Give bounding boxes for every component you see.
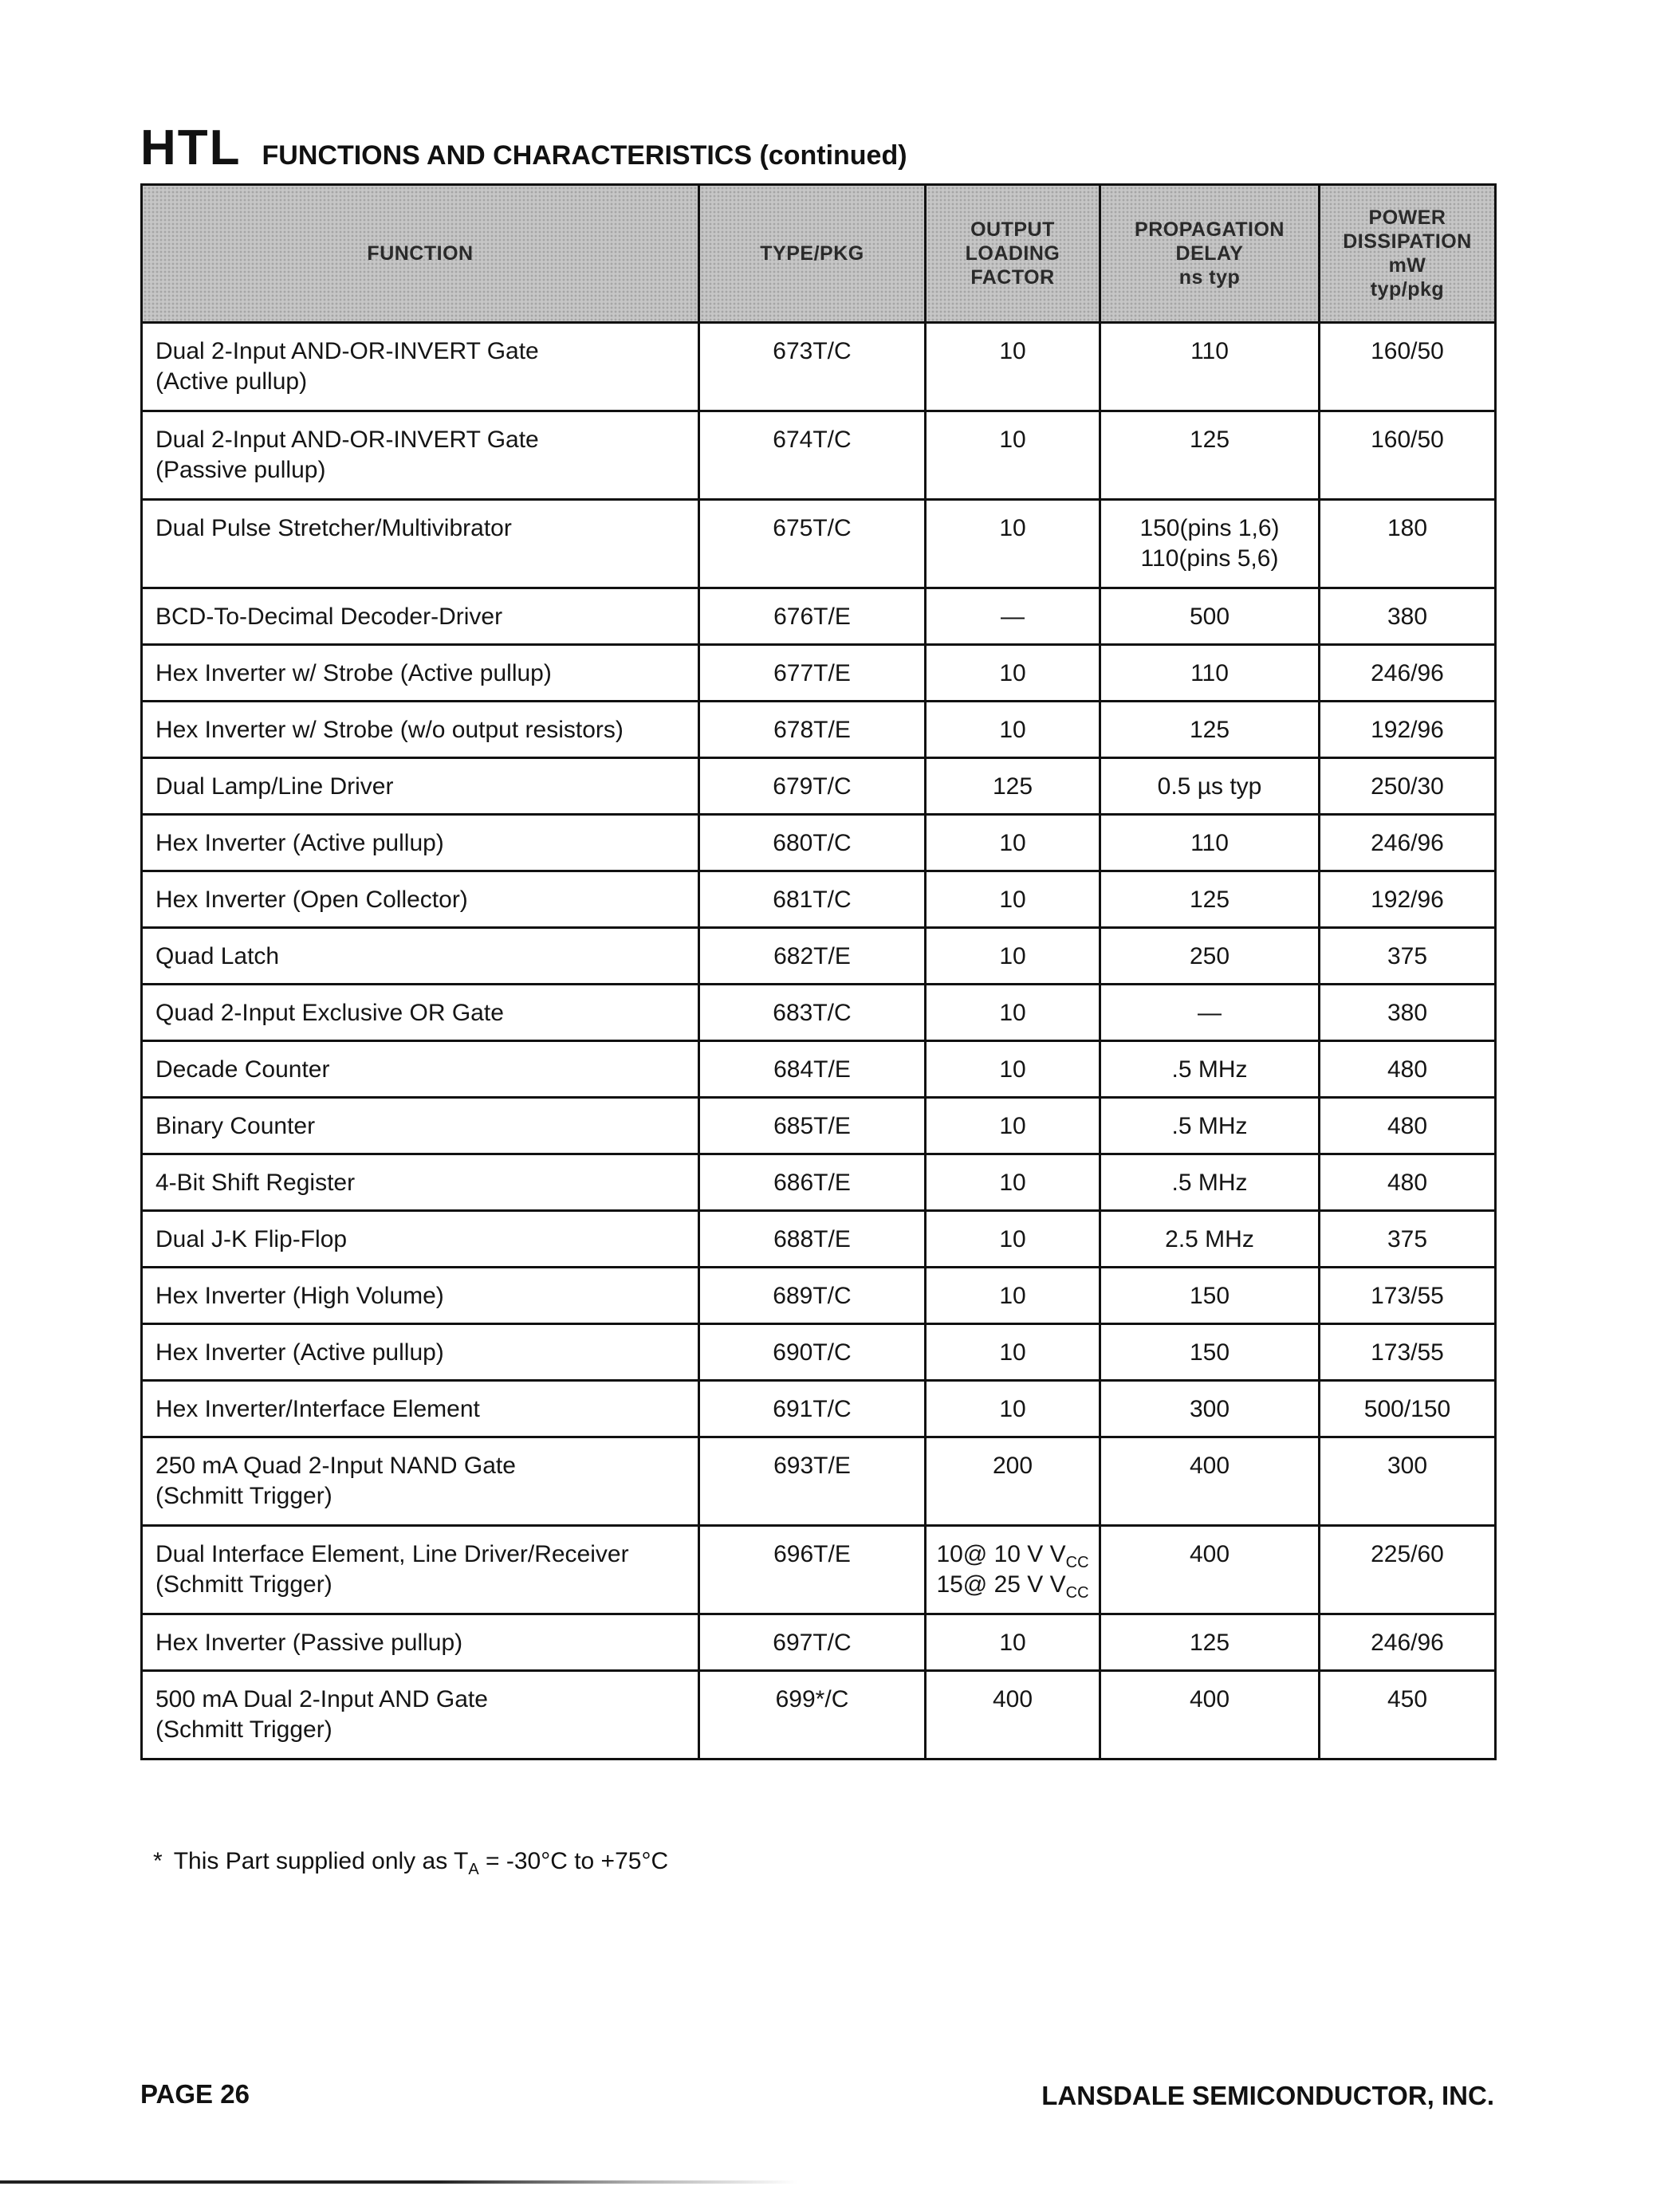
header-function: FUNCTION: [142, 185, 699, 323]
cell-propagation-delay: 2.5 MHz: [1100, 1211, 1320, 1268]
cell-loading-factor: 10: [926, 500, 1100, 588]
cell-propagation-delay: 110: [1100, 815, 1320, 871]
footnote-marker: *: [153, 1848, 163, 1874]
title-subtitle: FUNCTIONS AND CHARACTERISTICS (continued): [262, 140, 907, 171]
page-number: PAGE 26: [140, 2079, 250, 2109]
table-row: [142, 985, 1496, 1041]
cell-power-dissipation: 300: [1320, 1437, 1496, 1526]
cell-propagation-delay: 400: [1100, 1437, 1320, 1526]
cell-function: Hex Inverter (Passive pullup): [142, 1614, 699, 1671]
cell-function: Hex Inverter w/ Strobe (w/o output resistors): [142, 702, 699, 758]
cell-propagation-delay: 125: [1100, 1614, 1320, 1671]
cell-propagation-delay: 150: [1100, 1324, 1320, 1381]
cell-propagation-delay: 0.5 µs typ: [1100, 758, 1320, 815]
cell-loading-factor: 10: [926, 1154, 1100, 1211]
cell-loading-factor: 10: [926, 645, 1100, 702]
cell-type-pkg: 686T/E: [699, 1154, 926, 1211]
cell-propagation-delay: 110: [1100, 645, 1320, 702]
cell-type-pkg: 696T/E: [699, 1526, 926, 1614]
cell-type-pkg: 683T/C: [699, 985, 926, 1041]
footnote: [153, 1848, 669, 1878]
table-row: [142, 1614, 1496, 1671]
cell-power-dissipation: 160/50: [1320, 323, 1496, 411]
footnote-range: = -30°C to +75°C: [478, 1848, 669, 1874]
cell-loading-factor: 10@ 10 V $V_{CC}$ 15@ 25 V $V_{CC}$: [926, 1526, 1100, 1614]
table-row: [142, 928, 1496, 985]
cell-loading-factor: 400: [926, 1671, 1100, 1759]
cell-function: Hex Inverter w/ Strobe (Active pullup): [142, 645, 699, 702]
cell-function: 4-Bit Shift Register: [142, 1154, 699, 1211]
cell-function: Dual 2-Input AND-OR-INVERT Gate (Passive pullup): [142, 411, 699, 500]
table-row: [142, 1041, 1496, 1098]
cell-loading-factor: 10: [926, 1098, 1100, 1154]
cell-type-pkg: 690T/C: [699, 1324, 926, 1381]
cell-function: Hex Inverter (High Volume): [142, 1268, 699, 1324]
cell-type-pkg: 691T/C: [699, 1381, 926, 1437]
table-row: [142, 1268, 1496, 1324]
cell-power-dissipation: 246/96: [1320, 815, 1496, 871]
cell-propagation-delay: 300: [1100, 1381, 1320, 1437]
cell-type-pkg: 682T/E: [699, 928, 926, 985]
table-row: [142, 815, 1496, 871]
cell-loading-factor: —: [926, 588, 1100, 645]
cell-power-dissipation: 160/50: [1320, 411, 1496, 500]
cell-loading-factor: 10: [926, 1324, 1100, 1381]
cell-power-dissipation: 380: [1320, 588, 1496, 645]
cell-function: Hex Inverter (Open Collector): [142, 871, 699, 928]
cell-loading-factor: 10: [926, 1268, 1100, 1324]
cell-loading-factor: 10: [926, 1041, 1100, 1098]
cell-power-dissipation: 173/55: [1320, 1324, 1496, 1381]
cell-type-pkg: 688T/E: [699, 1211, 926, 1268]
cell-type-pkg: 678T/E: [699, 702, 926, 758]
table-row: [142, 1381, 1496, 1437]
cell-loading-factor: 125: [926, 758, 1100, 815]
cell-power-dissipation: 450: [1320, 1671, 1496, 1759]
cell-loading-factor: 10: [926, 702, 1100, 758]
table-body: [142, 323, 1496, 1759]
cell-propagation-delay: 250: [1100, 928, 1320, 985]
table-row: [142, 758, 1496, 815]
header-propagation-delay: PROPAGATION DELAY ns typ: [1100, 185, 1320, 323]
cell-function: Dual 2-Input AND-OR-INVERT Gate (Active pullup): [142, 323, 699, 411]
cell-function: Hex Inverter (Active pullup): [142, 815, 699, 871]
cell-power-dissipation: 250/30: [1320, 758, 1496, 815]
cell-type-pkg: 676T/E: [699, 588, 926, 645]
cell-power-dissipation: 180: [1320, 500, 1496, 588]
cell-power-dissipation: 480: [1320, 1098, 1496, 1154]
table-row: [142, 500, 1496, 588]
cell-power-dissipation: 500/150: [1320, 1381, 1496, 1437]
cell-loading-factor: 10: [926, 985, 1100, 1041]
cell-propagation-delay: .5 MHz: [1100, 1098, 1320, 1154]
cell-type-pkg: 697T/C: [699, 1614, 926, 1671]
cell-loading-factor: 10: [926, 815, 1100, 871]
cell-function: Dual Pulse Stretcher/Multivibrator: [142, 500, 699, 588]
table-row: [142, 1154, 1496, 1211]
table-row: [142, 1671, 1496, 1759]
cell-power-dissipation: 225/60: [1320, 1526, 1496, 1614]
cell-type-pkg: 674T/C: [699, 411, 926, 500]
cell-type-pkg: 689T/C: [699, 1268, 926, 1324]
cell-propagation-delay: 150(pins 1,6) 110(pins 5,6): [1100, 500, 1320, 588]
header-power-dissipation: POWER DISSIPATION mW typ/pkg: [1320, 185, 1496, 323]
cell-loading-factor: 10: [926, 1211, 1100, 1268]
cell-function: Hex Inverter (Active pullup): [142, 1324, 699, 1381]
cell-power-dissipation: 192/96: [1320, 702, 1496, 758]
scan-edge-rule: [0, 2180, 797, 2184]
company-name: LANSDALE SEMICONDUCTOR, INC.: [1041, 2081, 1494, 2110]
cell-loading-factor: 10: [926, 1381, 1100, 1437]
header-output-loading-factor: OUTPUT LOADING FACTOR: [926, 185, 1100, 323]
cell-type-pkg: 679T/C: [699, 758, 926, 815]
cell-function: Decade Counter: [142, 1041, 699, 1098]
cell-propagation-delay: 125: [1100, 702, 1320, 758]
cell-function: 500 mA Dual 2-Input AND Gate (Schmitt Trigger): [142, 1671, 699, 1759]
table-row: [142, 411, 1496, 500]
title-htl: HTL: [140, 120, 242, 175]
table-row: [142, 1437, 1496, 1526]
cell-power-dissipation: 173/55: [1320, 1268, 1496, 1324]
cell-propagation-delay: 125: [1100, 411, 1320, 500]
cell-loading-factor: 10: [926, 323, 1100, 411]
cell-propagation-delay: 400: [1100, 1671, 1320, 1759]
cell-propagation-delay: 400: [1100, 1526, 1320, 1614]
cell-type-pkg: 684T/E: [699, 1041, 926, 1098]
cell-type-pkg: 680T/C: [699, 815, 926, 871]
cell-function: Hex Inverter/Interface Element: [142, 1381, 699, 1437]
cell-power-dissipation: 246/96: [1320, 1614, 1496, 1671]
cell-function: Dual Interface Element, Line Driver/Receiver (Schmitt Trigger): [142, 1526, 699, 1614]
table-header-row: [142, 185, 1496, 323]
cell-type-pkg: 677T/E: [699, 645, 926, 702]
footnote-subscript: A: [468, 1861, 479, 1878]
cell-propagation-delay: 150: [1100, 1268, 1320, 1324]
cell-power-dissipation: 375: [1320, 1211, 1496, 1268]
cell-propagation-delay: 110: [1100, 323, 1320, 411]
table-row: [142, 871, 1496, 928]
table-row: [142, 588, 1496, 645]
cell-loading-factor: 200: [926, 1437, 1100, 1526]
cell-propagation-delay: 500: [1100, 588, 1320, 645]
page-title: [140, 120, 907, 176]
cell-loading-factor: 10: [926, 1614, 1100, 1671]
cell-function: 250 mA Quad 2-Input NAND Gate (Schmitt Trigger): [142, 1437, 699, 1526]
cell-type-pkg: 699*/C: [699, 1671, 926, 1759]
cell-loading-factor: 10: [926, 411, 1100, 500]
cell-type-pkg: 673T/C: [699, 323, 926, 411]
cell-type-pkg: 685T/E: [699, 1098, 926, 1154]
cell-type-pkg: 675T/C: [699, 500, 926, 588]
characteristics-table: [140, 183, 1497, 1760]
cell-propagation-delay: .5 MHz: [1100, 1154, 1320, 1211]
cell-propagation-delay: 125: [1100, 871, 1320, 928]
cell-function: Quad 2-Input Exclusive OR Gate: [142, 985, 699, 1041]
cell-power-dissipation: 380: [1320, 985, 1496, 1041]
header-type-pkg: TYPE/PKG: [699, 185, 926, 323]
table-row: [142, 1211, 1496, 1268]
cell-loading-factor: 10: [926, 871, 1100, 928]
footnote-text: This Part supplied only as T: [173, 1848, 469, 1874]
cell-propagation-delay: —: [1100, 985, 1320, 1041]
cell-power-dissipation: 192/96: [1320, 871, 1496, 928]
table-row: [142, 323, 1496, 411]
cell-type-pkg: 681T/C: [699, 871, 926, 928]
table-row: [142, 702, 1496, 758]
cell-power-dissipation: 246/96: [1320, 645, 1496, 702]
table-row: [142, 1324, 1496, 1381]
cell-function: Dual J-K Flip-Flop: [142, 1211, 699, 1268]
cell-function: Binary Counter: [142, 1098, 699, 1154]
table-row: [142, 1098, 1496, 1154]
cell-type-pkg: 693T/E: [699, 1437, 926, 1526]
cell-power-dissipation: 375: [1320, 928, 1496, 985]
cell-propagation-delay: .5 MHz: [1100, 1041, 1320, 1098]
cell-power-dissipation: 480: [1320, 1041, 1496, 1098]
cell-loading-factor: 10: [926, 928, 1100, 985]
table-row: [142, 1526, 1496, 1614]
cell-function: Dual Lamp/Line Driver: [142, 758, 699, 815]
cell-function: BCD-To-Decimal Decoder-Driver: [142, 588, 699, 645]
cell-function: Quad Latch: [142, 928, 699, 985]
table-row: [142, 645, 1496, 702]
cell-power-dissipation: 480: [1320, 1154, 1496, 1211]
